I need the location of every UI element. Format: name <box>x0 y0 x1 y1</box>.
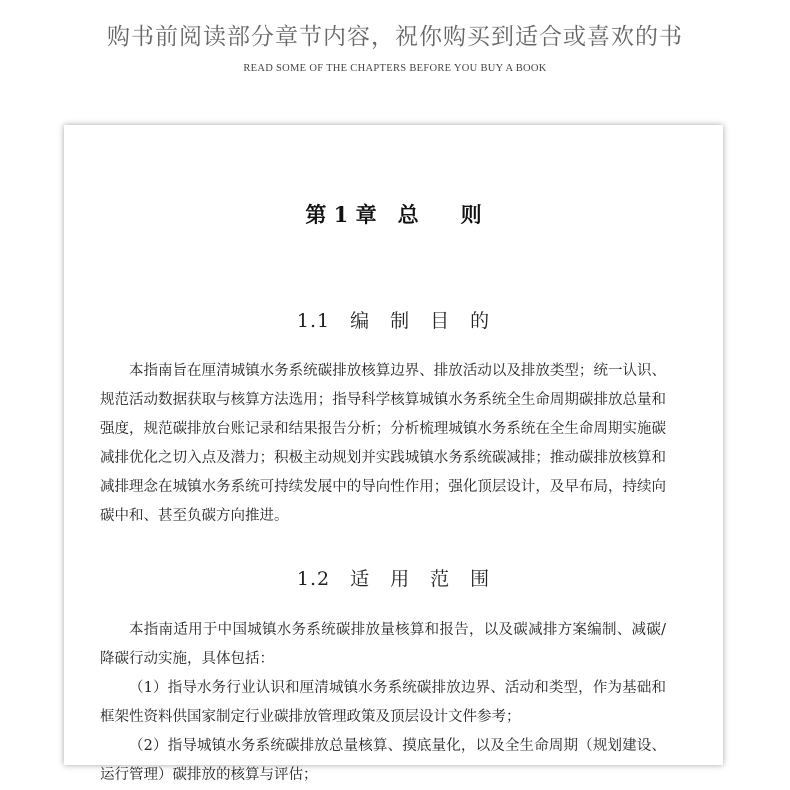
chapter-title: 第 1 章 总 则 <box>305 202 482 227</box>
section-paragraph: 本指南旨在厘清城镇水务系统碳排放核算边界、排放活动以及排放类型；统一认识、规范活动数据获取与核算方法选用；指导科学核算城镇水务系统全生命周期碳排放总量和强度，规范碳排放台账记录和结果报告分析；分析梳理城镇水务系统在全生命周期实施碳减排优化之切入点及潜力；积极主动规划并实践城镇水务系统碳减排；推动碳排放核算和减排理念在城镇水务系统可持续发展中的导向性作用；强化顶层设计，及早布局，持续向碳中和、甚至负碳方向推进。 <box>100 363 666 524</box>
list-item-paragraph: （2）指导城镇水务系统碳排放总量核算、摸底量化，以及全生命周期（规划建设、运行管理）碳排放的核算与评估； <box>100 738 666 783</box>
banner-subtitle: READ SOME OF THE CHAPTERS BEFORE YOU BUY A BOOK <box>243 63 547 74</box>
banner-title: 购书前阅读部分章节内容，祝你购买到适合或喜欢的书 <box>107 24 683 50</box>
section-paragraph: 本指南适用于中国城镇水务系统碳排放量核算和报告，以及碳减排方案编制、减碳/降碳行动实施，具体包括： <box>100 622 666 667</box>
section-title: 1.1 编 制 目 的 <box>296 310 491 332</box>
section-title: 1.2 适 用 范 围 <box>296 568 491 590</box>
list-item-paragraph: （1）指导水务行业认识和厘清城镇水务系统碳排放边界、活动和类型，作为基础和框架性资料供国家制定行业碳排放管理政策及顶层设计文件参考； <box>100 680 666 725</box>
document-page <box>64 125 723 783</box>
preview-banner <box>0 0 790 110</box>
